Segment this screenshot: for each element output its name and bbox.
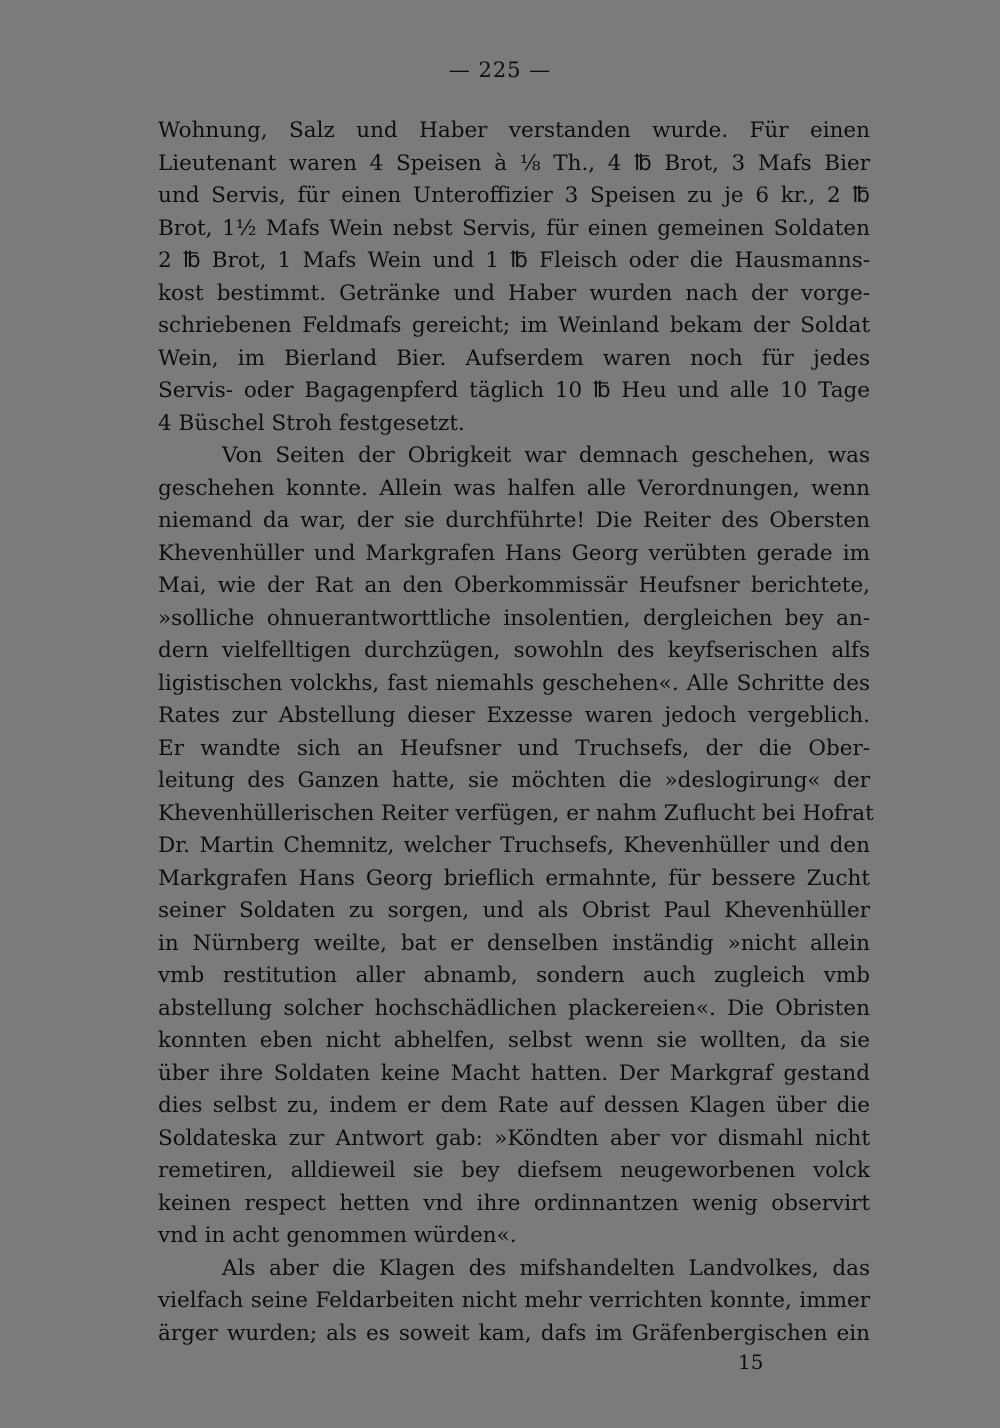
text-line: 4 Büschel Stroh festgesetzt. [158,410,465,436]
text-line: und Servis, für einen Unteroffizier 3 Speisen zu je 6 kr., 2 ℔ [158,183,870,208]
text-line: Dr. Martin Chemnitz, welcher Truchsefs, Khevenhüller und den [158,833,870,858]
text-line: geschehen konnte. Allein was halfen alle Verordnungen, wenn [158,475,870,501]
text-line: Mai, wie der Rat an den Oberkommissär Heufsner berichtete, [158,573,870,598]
text-line: Er wandte sich an Heufsner und Truchsefs, der die Ober- [158,735,870,761]
text-line: Von Seiten der Obrigkeit war demnach geschehen, was [222,443,870,468]
text-line: über ihre Soldaten keine Macht hatten. Der Markgraf gestand [158,1060,870,1086]
text-line: »solliche ohnuerantworttliche insolentien, dergleichen bey an- [158,605,870,631]
text-line: niemand da war, der sie durchführte! Die Reiter des Obersten [158,508,870,533]
text-line: Lieutenant waren 4 Speisen à ⅛ Th., 4 ℔ Brot, 3 Mafs Bier [158,150,870,176]
text-line: Brot, 1½ Mafs Wein nebst Servis, für einen gemeinen Soldaten [158,215,870,241]
text-line: dies selbst zu, indem er dem Rate auf dessen Klagen über die [158,1093,870,1118]
signature-mark: 15 [738,1350,764,1374]
text-line: Wein, im Bierland Bier. Aufserdem waren noch für jedes [158,345,870,371]
paragraph-3 [158,1253,870,1351]
paragraph-2 [158,440,874,1253]
text-line: vnd in acht genommen würden«. [158,1223,517,1248]
page-header: — 225 — [448,58,552,82]
body-text [158,115,874,1350]
text-line: seiner Soldaten zu sorgen, und als Obrist Paul Khevenhüller [158,898,870,923]
text-line: Markgrafen Hans Georg brieflich ermahnte, für bessere Zucht [158,865,870,891]
text-line: 2 ℔ Brot, 1 Mafs Wein und 1 ℔ Fleisch oder die Hausmanns- [158,248,870,273]
text-line: Wohnung, Salz und Haber verstanden wurde. Für einen [158,118,870,143]
text-line: kost bestimmt. Getränke und Haber wurden nach der vorge- [158,280,870,306]
text-line: Rates zur Abstellung dieser Exzesse waren jedoch vergeblich. [158,703,870,728]
text-line: ärger wurden; als es soweit kam, dafs im Gräfenbergischen ein [158,1320,870,1346]
text-line: in Nürnberg weilte, bat er denselben inständig »nicht allein [158,930,870,956]
paragraph-1 [158,115,870,440]
text-line: vmb restitution aller abnamb, sondern auch zugleich vmb [158,963,870,988]
text-line: Khevenhüllerischen Reiter verfügen, er nahm Zuflucht bei Hofrat [158,800,874,826]
text-line: vielfach seine Feldarbeiten nicht mehr verrichten konnte, immer [158,1288,870,1313]
text-line: dern vielfelltigen durchzügen, sowohln des keyfserischen alfs [158,638,870,663]
text-line: remetiren, alldieweil sie bey diefsem neugeworbenen volck [158,1158,870,1183]
text-line: schriebenen Feldmafs gereicht; im Weinland bekam der Soldat [158,313,870,338]
text-line: Servis- oder Bagagenpferd täglich 10 ℔ Heu und alle 10 Tage [158,378,870,403]
text-line: konnten eben nicht abhelfen, selbst wenn sie wollten, da sie [158,1028,870,1053]
text-line: abstellung solcher hochschädlichen plackereien«. Die Obristen [158,995,870,1021]
text-line: Als aber die Klagen des mifshandelten Landvolkes, das [222,1255,870,1281]
text-line: Khevenhüller und Markgrafen Hans Georg verübten gerade im [158,540,870,566]
text-line: ligistischen volckhs, fast niemahls geschehen«. Alle Schritte des [158,670,870,696]
text-line: leitung des Ganzen hatte, sie möchten die »deslogirung« der [158,768,870,793]
text-line: Soldateska zur Antwort gab: »Köndten aber vor dismahl nicht [158,1125,870,1151]
text-line: keinen respect hetten vnd ihre ordinnantzen wenig observirt [158,1190,870,1216]
